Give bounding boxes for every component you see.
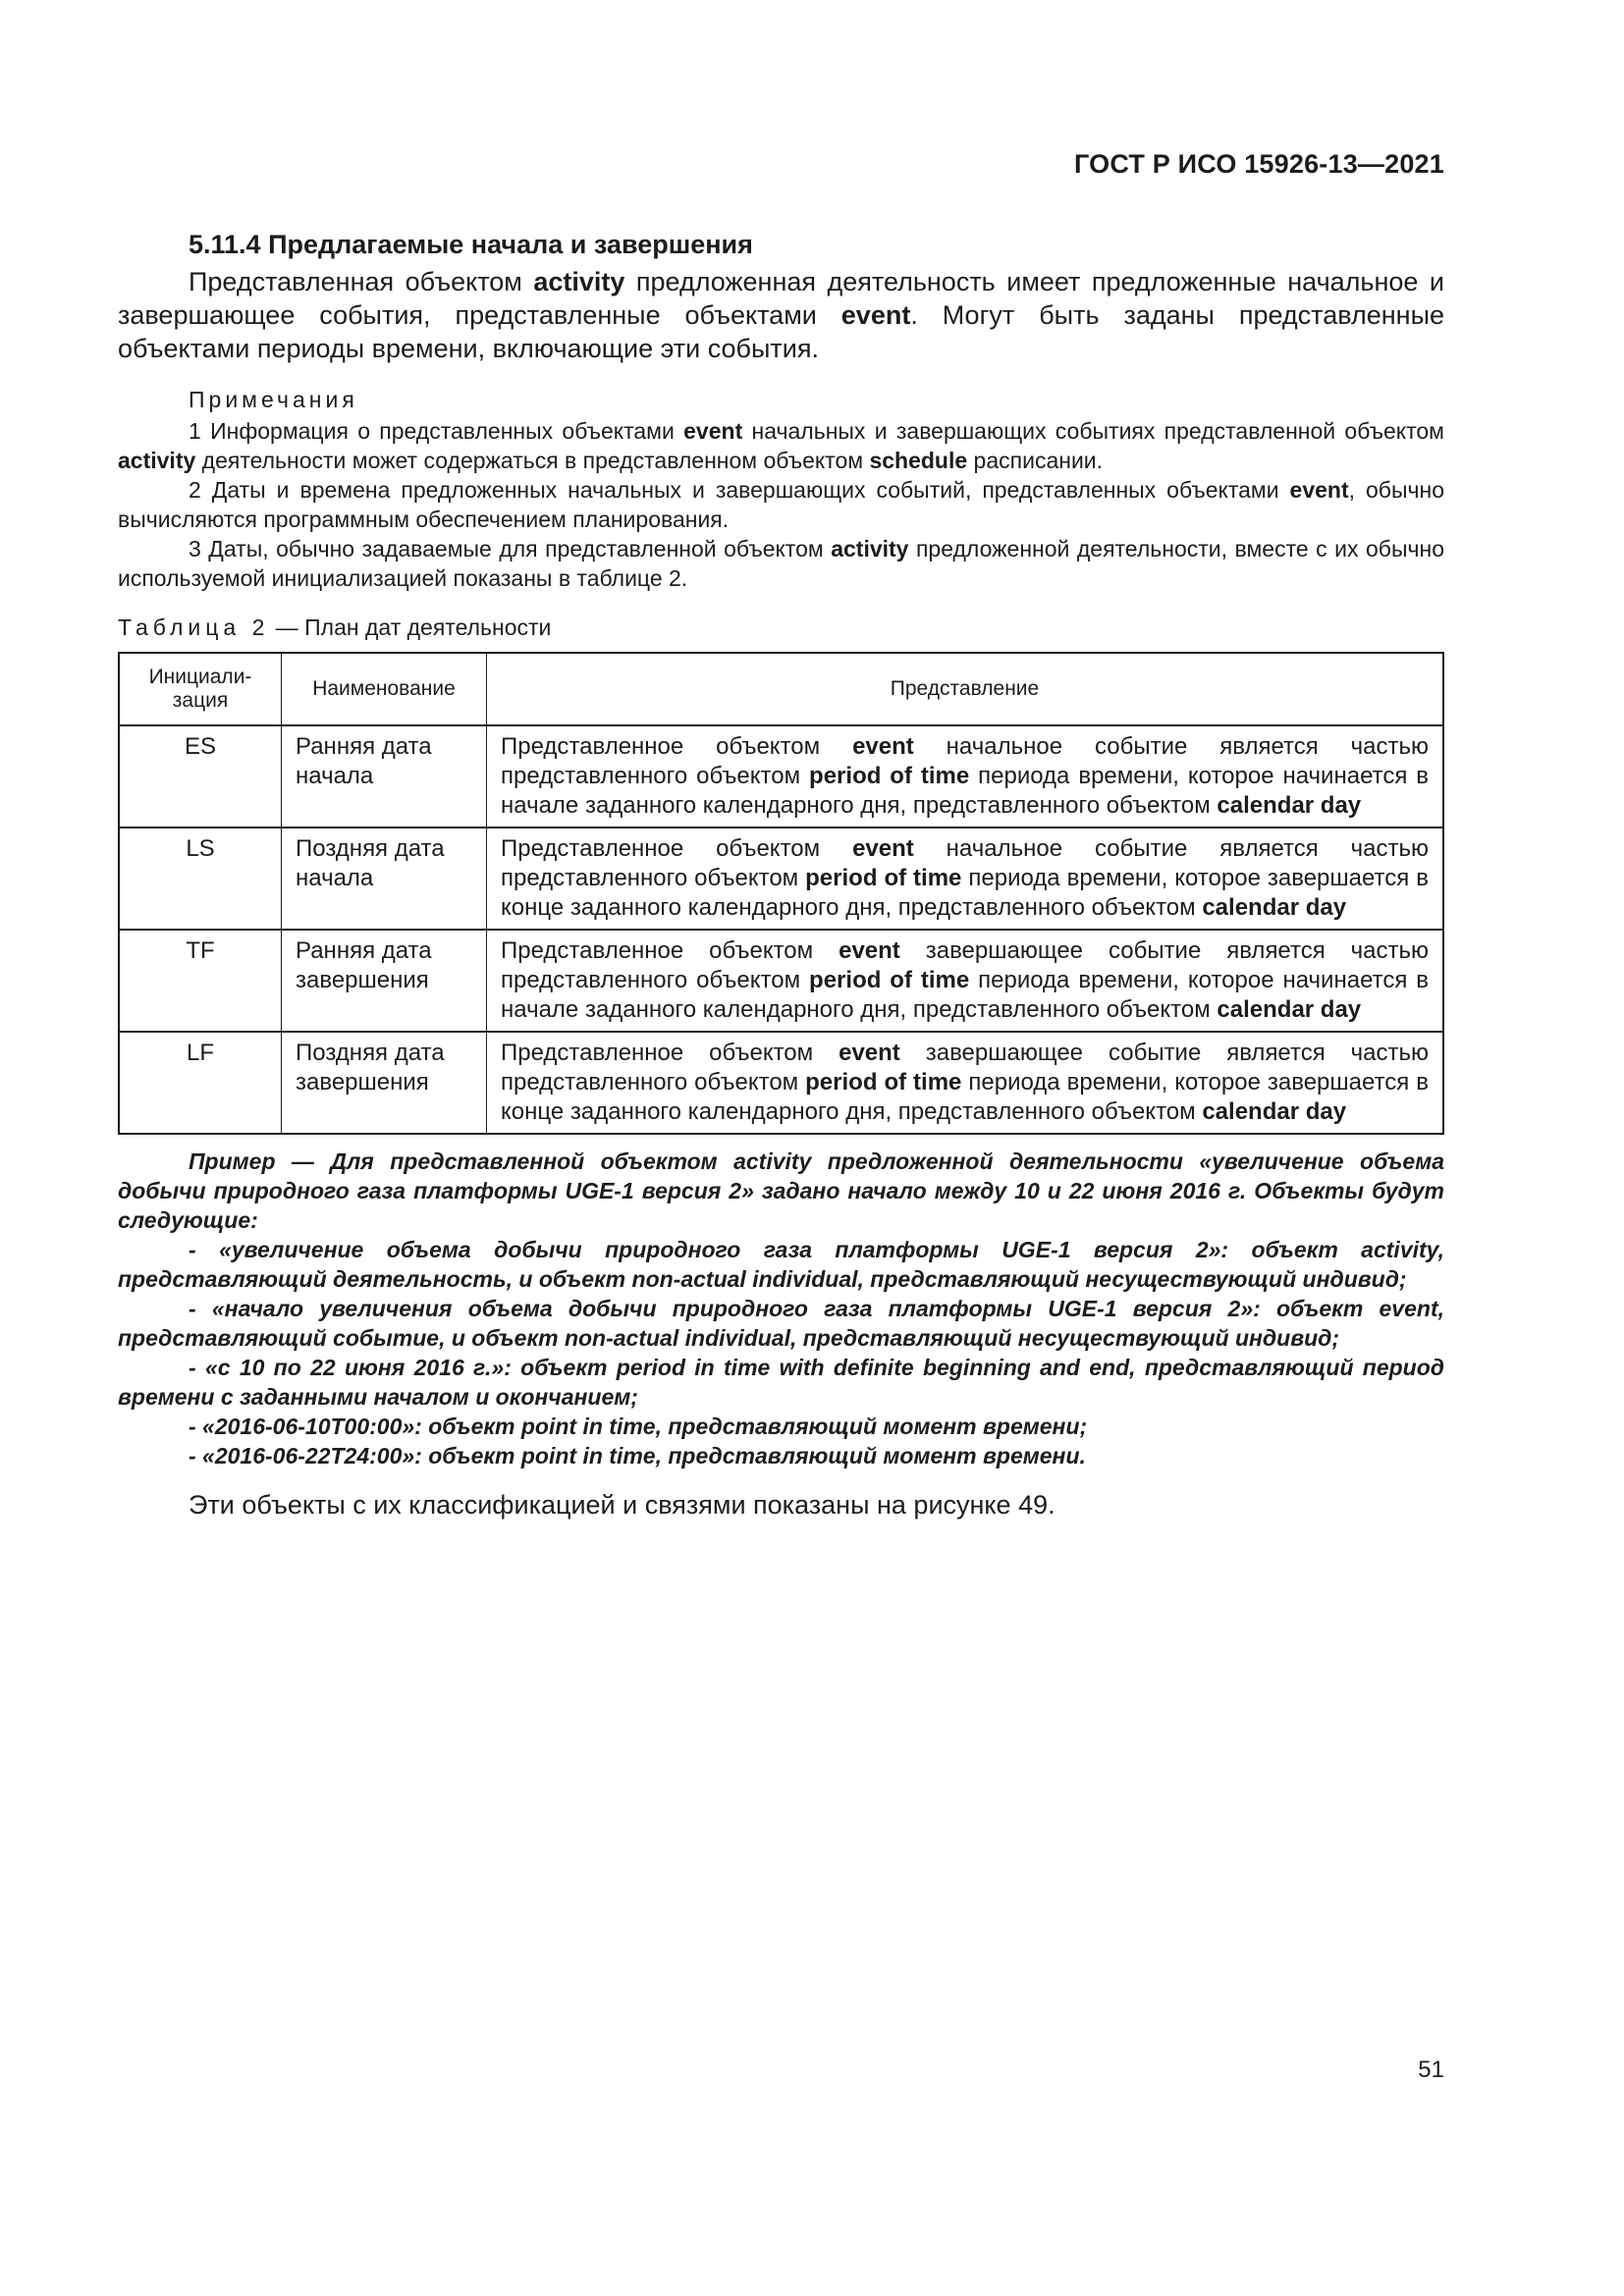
- header-representation: Представление: [487, 653, 1444, 725]
- note-1: 1 Информация о представленных объектами event начальных и завершающих событиях представленной объектом activity деятельности может содержаться в представленном объектом schedule расписании.: [118, 418, 1444, 473]
- example-item: - «2016-06-22T24:00»: объект point in time, представляющий момент времени.: [189, 1443, 1086, 1468]
- cell-name: Ранняя дата завершения: [282, 930, 487, 1032]
- cell-initialization: TF: [119, 930, 282, 1032]
- example-item: - «с 10 по 22 июня 2016 г.»: объект period in time with definite beginning and end, представляющий период времени с заданными началом и окончанием;: [118, 1355, 1444, 1410]
- example-lead: Пример — Для представленной объектом activity предложенной деятельности «увеличение объема добычи природного газа платформы UGE-1 версия 2» задано начало между 10 и 22 июня 2016 г. Объекты будут следующие:: [118, 1148, 1444, 1233]
- page-number: 51: [1418, 2056, 1444, 2083]
- cell-name: Поздняя дата завершения: [282, 1032, 487, 1134]
- cell-representation: Представленное объектом event начальное событие является частью представленного объектом period of time периода времени, которое завершается в конце заданного календарного дня, представленного объектом calendar day: [487, 828, 1444, 930]
- table-caption: Таблица 2 — План дат деятельности: [118, 614, 552, 640]
- notes-heading: Примечания: [189, 387, 358, 412]
- page-content: [118, 228, 1444, 1522]
- document-code: ГОСТ Р ИСО 15926-13—2021: [1074, 149, 1444, 179]
- table-row: [119, 725, 1443, 828]
- table-header-row: [119, 653, 1443, 725]
- example-item: - «увеличение объема добычи природного газа платформы UGE-1 версия 2»: объект activity, представляющий деятельность, и объект non-actual individual, представляющий несуществующий индивид;: [118, 1237, 1444, 1292]
- closing-paragraph: Эти объекты с их классификацией и связями показаны на рисунке 49.: [189, 1490, 1056, 1520]
- cell-initialization: ES: [119, 725, 282, 828]
- note-2: 2 Даты и времена предложенных начальных и завершающих событий, представленных объектами event, обычно вычисляются программным обеспечением планирования.: [118, 477, 1444, 532]
- header-name: Наименование: [282, 653, 487, 725]
- activity-dates-table: [118, 652, 1444, 1135]
- cell-initialization: LF: [119, 1032, 282, 1134]
- cell-representation: Представленное объектом event начальное событие является частью представленного объектом period of time периода времени, которое начинается в начале заданного календарного дня, представленного объектом calendar day: [487, 725, 1444, 828]
- cell-representation: Представленное объектом event завершающее событие является частью представленного объектом period of time периода времени, которое завершается в конце заданного календарного дня, представленного объектом calendar day: [487, 1032, 1444, 1134]
- example-block: [118, 1147, 1444, 1470]
- section-intro: Представленная объектом activity предложенная деятельность имеет предложенные начальное и завершающее события, представленные объектами event. Могут быть заданы представленные объектами периоды времени, включающие эти события.: [118, 267, 1444, 363]
- cell-name: Поздняя дата начала: [282, 828, 487, 930]
- cell-name: Ранняя дата начала: [282, 725, 487, 828]
- table-row: [119, 828, 1443, 930]
- cell-initialization: LS: [119, 828, 282, 930]
- example-item: - «начало увеличения объема добычи природного газа платформы UGE-1 версия 2»: объект event, представляющий событие, и объект non-actual individual, представляющий несуществующий индивид;: [118, 1296, 1444, 1351]
- example-item: - «2016-06-10T00:00»: объект point in time, представляющий момент времени;: [189, 1414, 1088, 1439]
- table-row: [119, 1032, 1443, 1134]
- cell-representation: Представленное объектом event завершающее событие является частью представленного объектом period of time периода времени, которое начинается в начале заданного календарного дня, представленного объектом calendar day: [487, 930, 1444, 1032]
- header-initialization: Инициали-зация: [119, 653, 282, 725]
- table-row: [119, 930, 1443, 1032]
- note-3: 3 Даты, обычно задаваемые для представленной объектом activity предложенной деятельности, вместе с их обычно используемой инициализацией показаны в таблице 2.: [118, 536, 1444, 591]
- section-title: 5.11.4 Предлагаемые начала и завершения: [189, 230, 753, 259]
